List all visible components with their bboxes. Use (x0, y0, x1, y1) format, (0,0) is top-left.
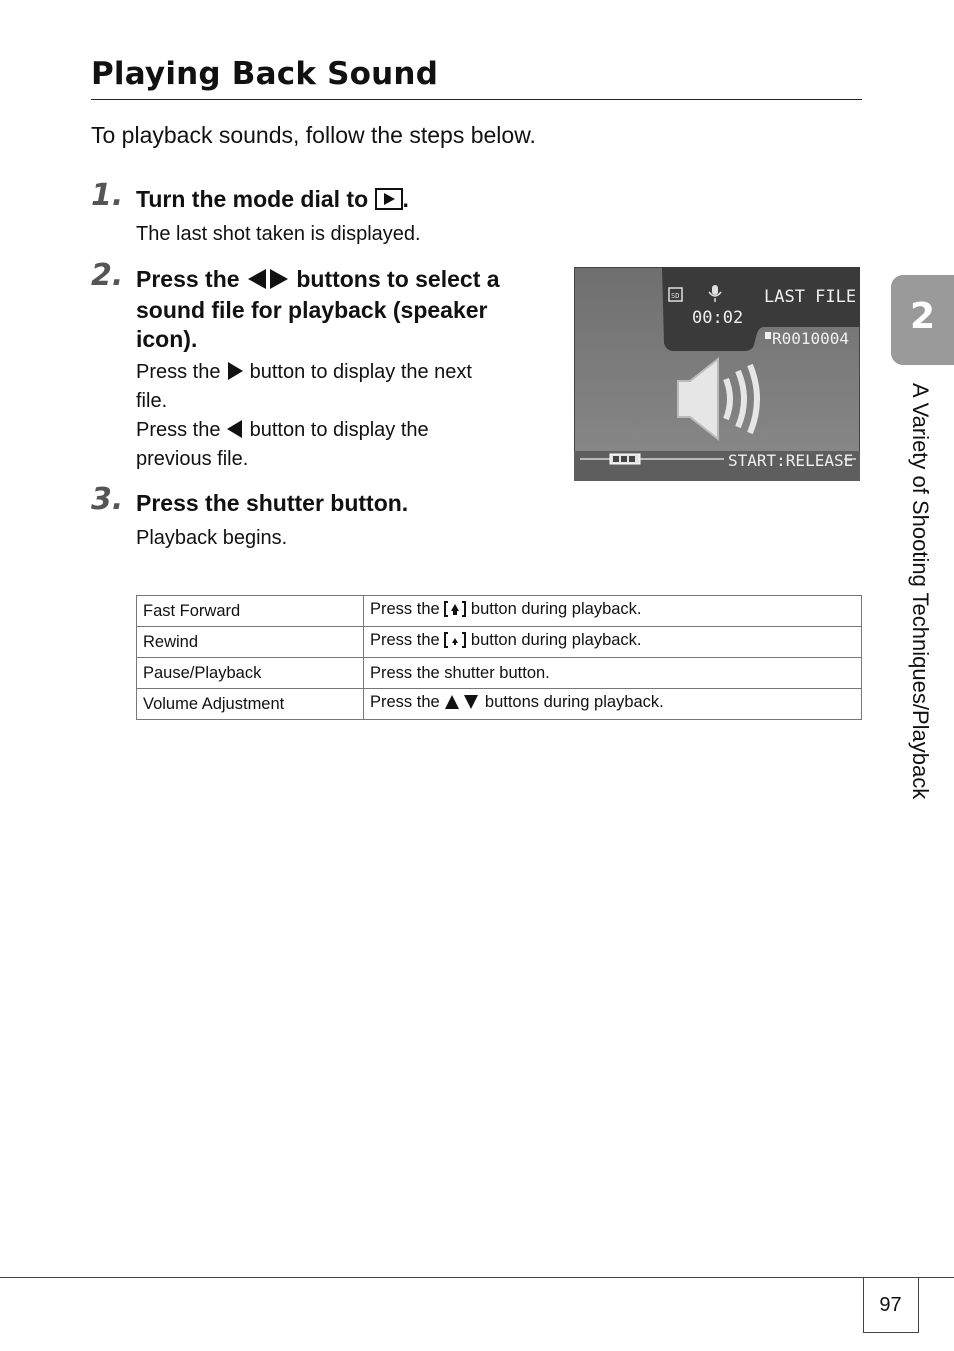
step-2-body-line3 (136, 416, 429, 448)
step-3-body: Playback begins. (136, 527, 288, 549)
table-cell-label: Rewind (137, 627, 364, 658)
step-3-heading: Press the shutter button. (136, 490, 409, 516)
step-1-number: 1. (91, 178, 124, 213)
step-2-body-text: Press the (136, 361, 221, 383)
lcd-last-file: LAST FILE (764, 287, 857, 307)
table-cell-desc: Press the shutter button. (364, 658, 862, 689)
table-cell-label: Pause/Playback (137, 658, 364, 689)
step-2-body-text-cont: button to display the next (249, 361, 472, 383)
step-2-heading-line3: icon). (136, 326, 198, 352)
step-1-heading-end: . (402, 186, 409, 212)
table-row (137, 658, 862, 689)
step-2-heading-text: Press the (136, 266, 240, 292)
table-cell-label: Fast Forward (137, 596, 364, 627)
step-1-heading-text: Turn the mode dial to (136, 186, 369, 212)
step-2-heading-text-cont: buttons to select a (296, 266, 500, 292)
step-2-body-text2: Press the (136, 419, 221, 441)
left-arrow-icon (226, 419, 244, 448)
zoom-wide-icon (444, 632, 466, 653)
table-desc-text: Press the (370, 693, 440, 711)
page-number: 97 (879, 1294, 902, 1316)
table-desc-text-cont: buttons during playback. (484, 693, 664, 711)
left-right-arrows-icon (246, 267, 290, 297)
step-2-body-text2-cont: button to display the (249, 419, 429, 441)
step-3-number: 3. (91, 482, 124, 517)
table-desc-text: Press the (370, 600, 440, 618)
table-desc-text-cont: button during playback. (470, 600, 642, 618)
up-down-arrows-icon (444, 694, 480, 715)
page-title: Playing Back Sound (91, 56, 439, 92)
table-cell-desc (364, 627, 862, 658)
step-2-heading-line1 (136, 264, 500, 297)
table-cell-desc (364, 689, 862, 720)
step-2-body-line1 (136, 358, 472, 390)
intro-text: To playback sounds, follow the steps below. (91, 122, 536, 148)
table-desc-text: Press the (370, 631, 440, 649)
step-2-number: 2. (91, 258, 124, 293)
table-row (137, 627, 862, 658)
step-2-heading-line2: sound file for playback (speaker (136, 297, 488, 323)
file-lock-icon (765, 332, 771, 339)
table-row (137, 596, 862, 627)
playback-controls-table (136, 595, 862, 720)
playback-mode-icon (375, 187, 403, 217)
right-arrow-icon (226, 361, 244, 390)
lcd-time: 00:02 (692, 308, 744, 328)
battery-icon (610, 454, 640, 464)
table-cell-label: Volume Adjustment (137, 689, 364, 720)
step-2-body-line4: previous file. (136, 448, 249, 470)
table-cell-desc (364, 596, 862, 627)
step-1-body: The last shot taken is displayed. (136, 223, 421, 245)
chapter-title: A Variety of Shooting Techniques/Playback (908, 383, 933, 800)
step-1-heading (136, 184, 409, 217)
table-desc-text-cont: button during playback. (470, 631, 642, 649)
title-divider (91, 99, 862, 100)
lcd-card-label: SD (671, 292, 680, 300)
zoom-tele-icon (444, 601, 466, 622)
footer-divider (0, 1277, 954, 1278)
lcd-footer: START:RELEASE (728, 451, 854, 470)
step-2-body-line2: file. (136, 390, 168, 412)
lcd-file-id: R0010004 (772, 329, 850, 348)
chapter-number: 2 (909, 296, 936, 337)
table-row (137, 689, 862, 720)
camera-lcd-screenshot (574, 267, 860, 481)
